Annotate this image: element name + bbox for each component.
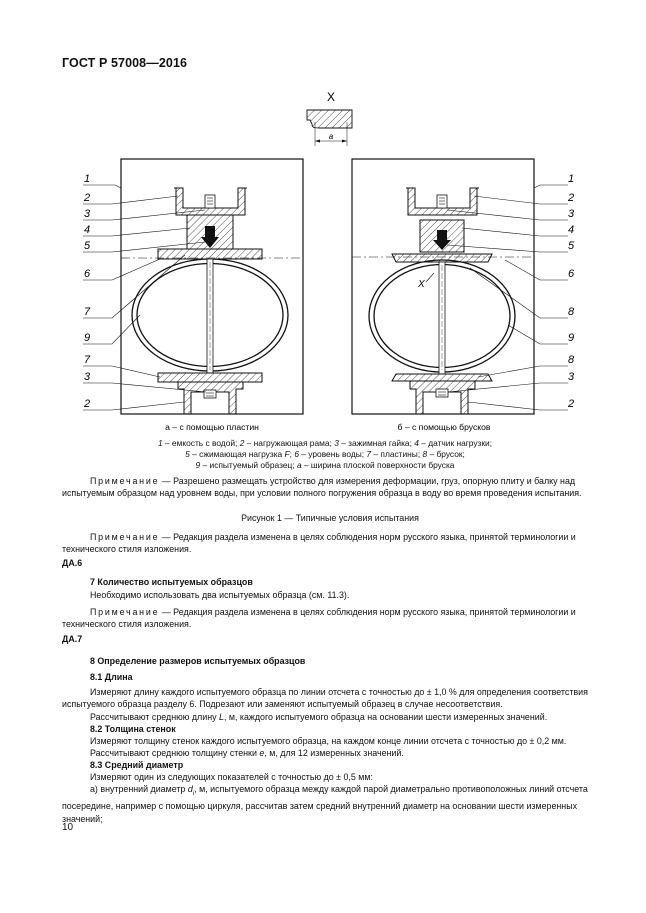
legend-key: 1	[157, 438, 163, 448]
document-header: ГОСТ Р 57008—2016	[62, 56, 188, 70]
left-top-plate	[158, 249, 262, 259]
legend-key: 6	[294, 448, 299, 459]
section-8-1-para-2: Рассчитывают среднюю длину L, м, каждого испытуемого образца на основании шести измеренных значений.	[90, 712, 548, 722]
legend-text: – пластины;	[371, 448, 423, 459]
section-8-3-para-2: а) внутренний диаметр $d_i$, м, испытуемого образца между каждой парой диаметрально противоположных линий отсчета посередине, например с помощью циркуля, рассчитав затем средний внутренний диаметр на основании шести измеренных значений;	[62, 784, 588, 824]
left-callout-3: 3	[84, 208, 91, 220]
right-callout-3b: 3	[568, 371, 575, 383]
legend-text: – уровень воды;	[298, 448, 367, 459]
detail-dimension-label: a	[328, 132, 334, 141]
figure-title: Рисунок 1 — Типичные условия испытания	[241, 513, 419, 523]
marker-x: X	[418, 279, 425, 290]
legend-line-3	[40, 460, 610, 471]
right-callout-5: 5	[568, 240, 575, 252]
left-bottom-plate	[158, 373, 262, 382]
legend-key: F	[284, 448, 290, 459]
note-2: Примечание — Редакция раздела изменена в целях соблюдения норм русского языка, принятой терминологии и технического стиля изложения.	[62, 532, 576, 555]
right-subcaption: б – с помощью брусков	[397, 422, 491, 432]
right-bottom-bar	[392, 374, 492, 381]
legend-key: a	[296, 459, 302, 470]
section-8-title: 8 Определение размеров испытуемых образцов	[90, 656, 306, 666]
left-callout-2: 2	[84, 192, 91, 204]
left-callout-2b: 2	[84, 398, 91, 410]
section-8-3-para-1: Измеряют один из следующих показателей с точностью до ± 0,5 мм:	[90, 772, 373, 782]
note-3: Примечание — Редакция раздела изменена в целях соблюдения норм русского языка, принятой терминологии и технического стиля изложения.	[62, 607, 576, 630]
section-8-1-para-1: Измеряют длину каждого испытуемого образца по линии отсчета с точностью до ± 1,0 % для определения соответствия испытуемого образца разделу 6. Подрезают или заменяют испытуемый образец в случае несоответствия.	[62, 687, 588, 710]
legend-text: – датчик нагрузки;	[418, 438, 493, 448]
legend-key: 3	[334, 438, 339, 448]
legend-text: – сжимающая нагрузка	[189, 448, 285, 459]
right-callout-4: 4	[568, 224, 575, 236]
left-callout-4: 4	[84, 224, 91, 236]
legend-text: – ширина плоской поверхности бруска	[301, 459, 455, 470]
legend-line-1	[40, 438, 610, 449]
right-callout-1: 1	[568, 173, 575, 185]
section-7-title: 7 Количество испытуемых образцов	[90, 577, 253, 587]
detail-x-bar	[307, 110, 352, 128]
left-callout-3b: 3	[84, 371, 91, 383]
section-7-text: Необходимо использовать два испытуемых образца (см. 11.3).	[90, 590, 350, 600]
legend-key: 9	[195, 459, 201, 470]
section-8-2-para-1: Измеряют толщину стенок каждого испытуемого образца, на каждом конце линии отсчета с точностью до ± 0,2 мм.	[90, 736, 567, 746]
section-8-1-title: 8.1 Длина	[90, 672, 133, 682]
section-8-2-title: 8.2 Толщина стенок	[90, 724, 176, 734]
note-1: Примечание — Разрешено размещать устройство для измерения деформации, груз, опорную плиту и балку над испытуемым образцом над уровнем воды, при условии полного погружения образца в воду во время проведения испытания.	[62, 476, 582, 499]
figure-legend	[40, 438, 610, 470]
legend-text: – испытуемый образец;	[200, 459, 297, 470]
legend-line-2	[40, 449, 610, 460]
legend-key: 8	[422, 448, 428, 459]
legend-text: – зажимная гайка;	[338, 438, 415, 448]
left-callout-5: 5	[84, 240, 91, 252]
right-callout-3: 3	[568, 208, 575, 220]
right-callout-8: 8	[568, 306, 575, 318]
right-setup	[352, 159, 575, 414]
legend-text: – емкость с водой;	[162, 438, 240, 448]
left-callout-9: 9	[84, 332, 91, 344]
detail-label: X	[326, 90, 336, 104]
legend-text: – нагружающая рама;	[244, 438, 335, 448]
right-callout-6: 6	[568, 268, 575, 280]
left-callout-7: 7	[84, 306, 91, 318]
left-callout-1: 1	[84, 173, 91, 185]
left-setup	[83, 159, 303, 414]
legend-text: – брусок;	[427, 448, 465, 459]
legend-key: 7	[366, 448, 372, 459]
left-subcaption: а – с помощью пластин	[165, 422, 259, 432]
legend-text: ;	[289, 448, 295, 459]
section-da6: ДА.6	[62, 558, 83, 568]
legend-key: 5	[185, 448, 190, 459]
right-callout-8b: 8	[568, 354, 575, 366]
page-number: 10	[62, 822, 74, 833]
section-8-3-title: 8.3 Средний диаметр	[90, 760, 184, 770]
right-bottom-frame	[410, 381, 475, 414]
right-callout-2: 2	[568, 192, 575, 204]
left-callout-6: 6	[84, 268, 91, 280]
right-top-bar	[392, 254, 492, 262]
right-callout-2b: 2	[568, 398, 575, 410]
section-da7: ДА.7	[62, 634, 83, 644]
legend-key: 4	[414, 438, 419, 448]
section-8-2-para-2: Рассчитывают среднюю толщину стенки e, м, для 12 измеренных значений.	[90, 748, 404, 758]
right-callout-9: 9	[568, 332, 575, 344]
left-callout-7b: 7	[84, 354, 91, 366]
legend-key: 2	[239, 438, 245, 448]
